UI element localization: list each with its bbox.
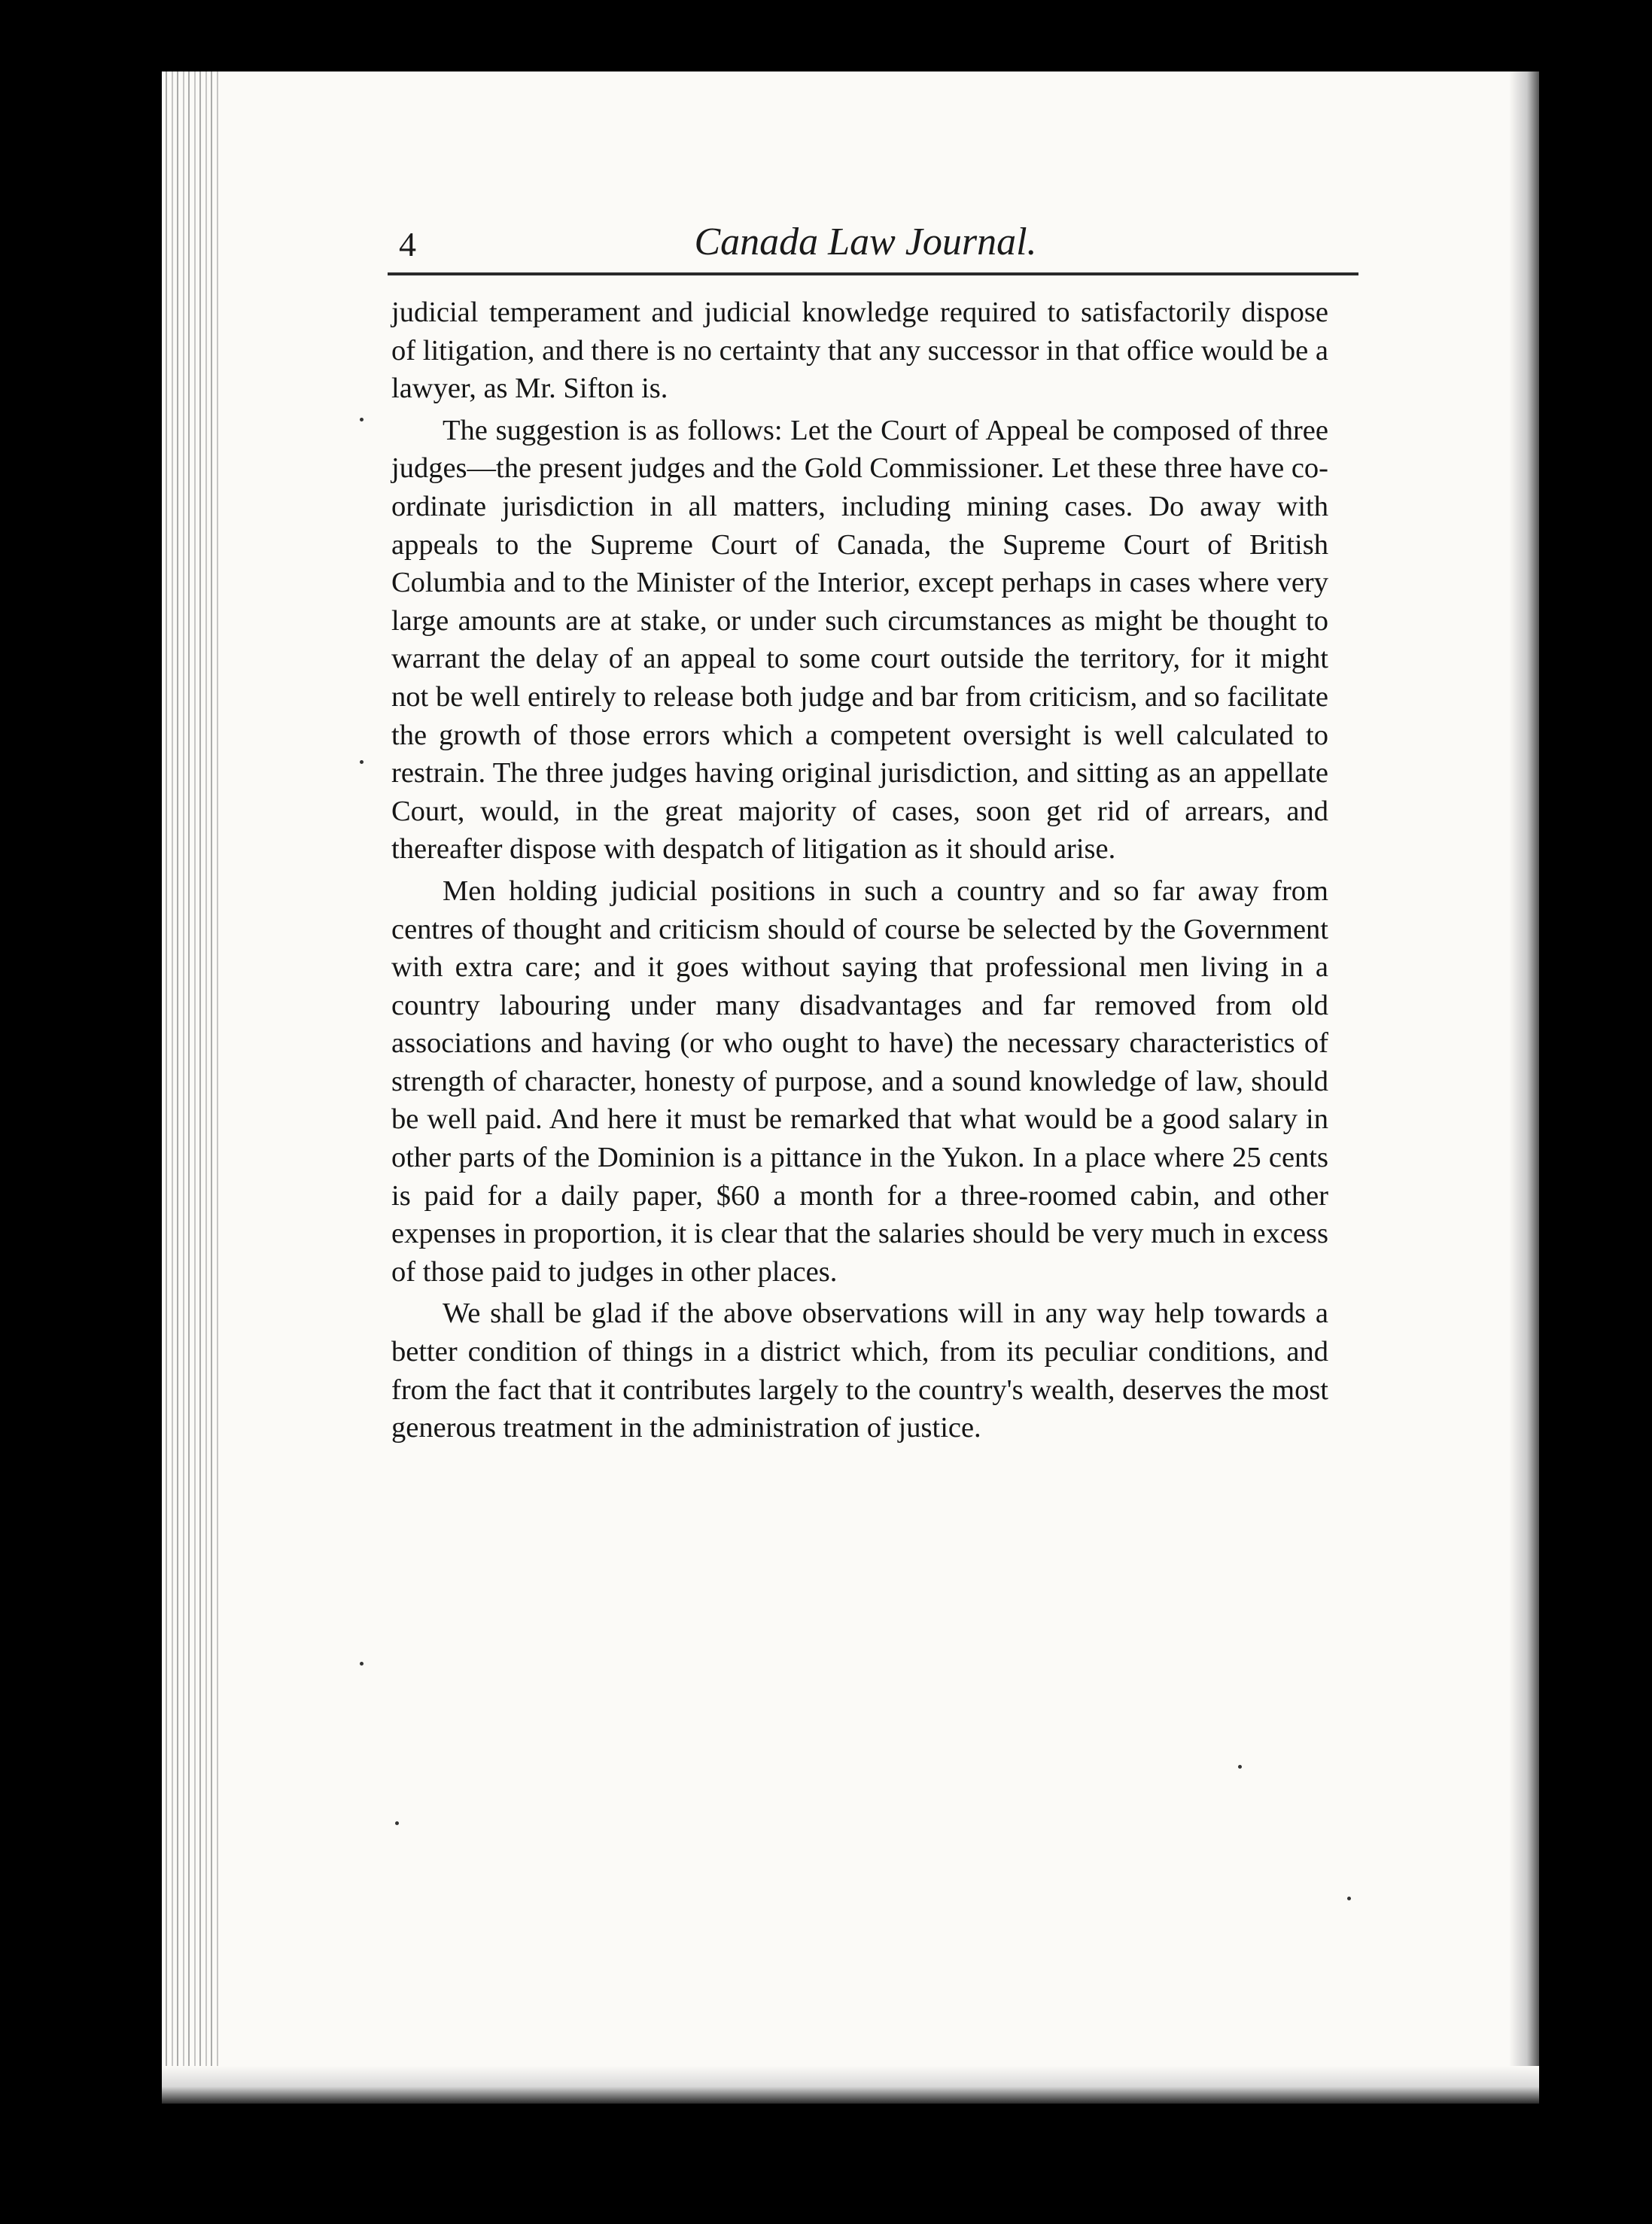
scan-speck: [360, 418, 364, 421]
paragraph-4: We shall be glad if the above observations will in any way help towards a better condition of things in a district which, from its peculiar conditions, and from the fact that it contributes largely to the country's wealth, deserves the most generous treatment in the administration of justice.: [391, 1298, 1328, 1444]
paragraph-2: The suggestion is as follows: Let the Court of Appeal be composed of three judges—the present judges and the Gold Commissioner. Let these three have co-ordinate jurisdiction in all matters, including mining cases. Do away with appeals to the Supreme Court of Canada, the Supreme Court of British Columbia and to the Minister of the Interior, except perhaps in cases where very large amounts are at stake, or under such circumstances as might be thought to warrant the delay of an appeal to some court outside the territory, for it might not be well entirely to release both judge and bar from criticism, and so facilitate the growth of those errors which a competent oversight is well calculated to restrain. The three judges having original jurisdiction, and sitting as an appellate Court, would, in the great majority of cases, soon get rid of arrears, and thereafter dispose with despatch of litigation as it should arise.: [391, 414, 1328, 866]
page-bottom-edge: [162, 2066, 1539, 2104]
header-rule: [388, 272, 1358, 275]
page-shadow: [1509, 71, 1539, 2104]
paragraph-3: Men holding judicial positions in such a country and so far away from centres of thought and criticism should of course be selected by the Government with extra care; and it goes without saying that professional men living in a country labouring under many disadvantages and far removed from old associations and having (or who ought to have) the necessary characteristics of strength of character, honesty of purpose, and a sound knowledge of law, should be well paid. And here it must be remarked that what would be a good salary in other parts of the Dominion is a pittance in the Yukon. In a place where 25 cents is paid for a daily paper, $60 a month for a three-roomed cabin, and other expenses in proportion, it is clear that the salaries should be very much in excess of those paid to judges in other places.: [391, 875, 1328, 1288]
article-body: [391, 294, 1328, 1451]
page-header: [391, 220, 1340, 280]
scan-speck: [1238, 1765, 1242, 1769]
page-number: 4: [399, 225, 416, 263]
binding-edge: [162, 71, 218, 2104]
scan-speck: [360, 1662, 364, 1666]
scan-speck: [395, 1821, 399, 1825]
scan-speck: [1347, 1897, 1351, 1900]
running-title: Canada Law Journal.: [694, 221, 1037, 263]
scan-speck: [360, 760, 364, 764]
paragraph-1: judicial temperament and judicial knowledge required to satisfactorily dispose of litigation, and there is no certainty that any successor in that office would be a lawyer, as Mr. Sifton is.: [391, 297, 1328, 405]
